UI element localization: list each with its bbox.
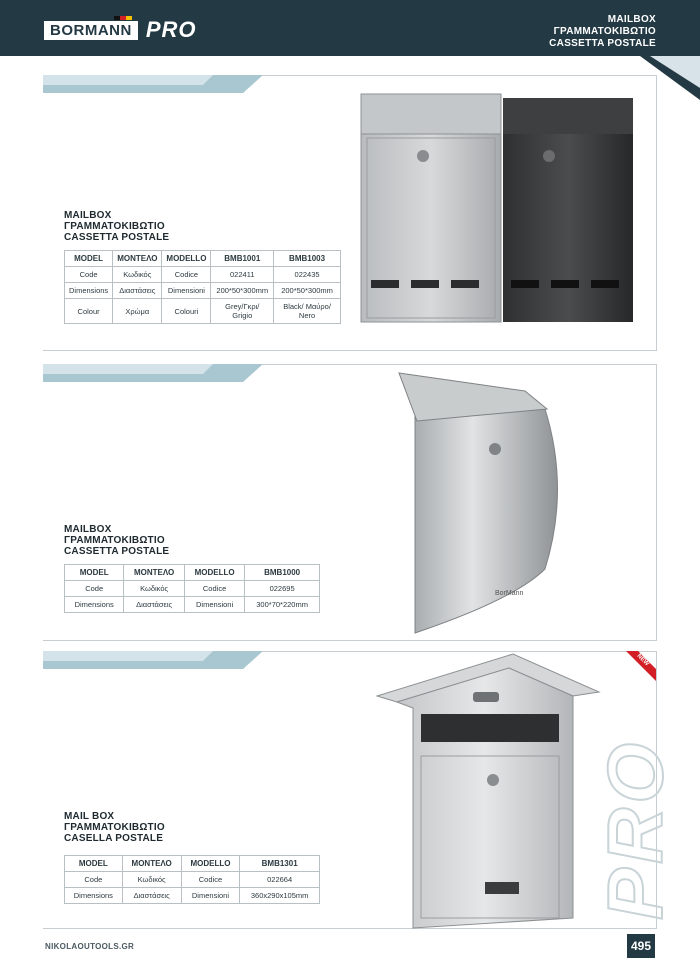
handle-icon — [473, 692, 499, 702]
brand-sub: PRO — [145, 17, 197, 42]
product-title-line: ΓΡΑΜΜΑΤΟΚΙΒΩΤΙΟ — [64, 535, 165, 546]
panel-tab-shape — [43, 75, 263, 93]
new-badge — [626, 651, 656, 681]
table-cell: Black/ Μαύρο/ Nero — [274, 299, 341, 324]
window-slot — [371, 280, 399, 288]
table-row — [65, 581, 320, 597]
table-header: ΜΟΝΤΕΛΟ — [113, 251, 162, 267]
table-cell: Διαστάσεις — [124, 597, 185, 613]
window-slot — [421, 714, 559, 742]
spec-table-3 — [64, 855, 320, 904]
product-title-1 — [64, 210, 169, 243]
table-cell: Colouri — [162, 299, 211, 324]
box-brand-text: BorMann — [495, 590, 524, 597]
table-cell: 300*70*220mm — [245, 597, 320, 613]
table-cell: Dimensioni — [162, 283, 211, 299]
product-title-line: CASELLA POSTALE — [64, 833, 164, 844]
table-header: MODEL — [65, 251, 113, 267]
header-title-line: MAILBOX — [607, 14, 656, 25]
table-header: BMB1003 — [274, 251, 341, 267]
table-row — [65, 597, 320, 613]
product-title-3 — [64, 811, 165, 844]
black-mailbox-lid — [503, 98, 633, 134]
table-header-row — [65, 565, 320, 581]
table-cell: Χρώμα — [113, 299, 162, 324]
product-title-line: MAILBOX — [64, 210, 112, 221]
table-cell: Dimensions — [65, 283, 113, 299]
table-header: BMB1301 — [240, 856, 320, 872]
grey-mailbox-lid — [361, 94, 501, 134]
table-cell: 022411 — [211, 267, 274, 283]
table-header: BMB1001 — [211, 251, 274, 267]
lock-icon — [417, 150, 429, 162]
spec-table-1 — [64, 250, 341, 324]
product-title-line: ΓΡΑΜΜΑΤΟΚΙΒΩΤΙΟ — [64, 822, 165, 833]
name-plate — [485, 882, 519, 894]
footer-url: NIKOLAOUTOOLS.GR — [45, 942, 135, 951]
table-row — [65, 888, 320, 904]
table-cell: Διαστάσεις — [122, 888, 181, 904]
panel-tab-highlight — [43, 651, 213, 661]
window-slot — [591, 280, 619, 288]
table-row — [65, 299, 341, 324]
table-cell: Code — [65, 872, 123, 888]
lock-icon — [487, 774, 499, 786]
table-cell: Code — [65, 581, 124, 597]
table-header: BMB1000 — [245, 565, 320, 581]
table-header-row — [65, 856, 320, 872]
table-header: MODEL — [65, 856, 123, 872]
spec-table-2 — [64, 564, 320, 613]
table-cell: Κωδικός — [122, 872, 181, 888]
side-pro-text: PRO — [591, 738, 679, 920]
lock-icon — [543, 150, 555, 162]
panel-tab-highlight — [43, 75, 213, 85]
product-title-line: ΓΡΑΜΜΑΤΟΚΙΒΩΤΙΟ — [64, 221, 165, 232]
table-cell: 022695 — [245, 581, 320, 597]
new-badge-text: NEW — [635, 653, 650, 668]
product-title-2 — [64, 524, 169, 557]
table-cell: Διαστάσεις — [113, 283, 162, 299]
table-cell: Codice — [181, 872, 240, 888]
table-cell: Grey/Γκρι/ Grigio — [211, 299, 274, 324]
table-cell: 200*50*300mm — [274, 283, 341, 299]
mailbox-image-bmb1301 — [373, 652, 603, 928]
table-row — [65, 283, 341, 299]
table-row — [65, 267, 341, 283]
table-header: MODEL — [65, 565, 124, 581]
table-cell: Code — [65, 267, 113, 283]
window-slot — [551, 280, 579, 288]
table-cell: Κωδικός — [113, 267, 162, 283]
window-slot — [511, 280, 539, 288]
product-title-line: CASSETTA POSTALE — [64, 546, 170, 557]
product-title-line: CASSETTA POSTALE — [64, 232, 170, 243]
panel-tab-highlight — [43, 364, 213, 374]
side-pro-watermark — [591, 380, 680, 920]
table-cell: 022435 — [274, 267, 341, 283]
lock-icon — [489, 443, 501, 455]
table-header: MODELLO — [181, 856, 240, 872]
table-cell: Dimensions — [65, 597, 124, 613]
header-title-line: CASSETTA POSTALE — [549, 38, 656, 49]
brand-name: BORMANN — [50, 21, 132, 39]
table-cell: Dimensioni — [181, 888, 240, 904]
table-header-row — [65, 251, 341, 267]
table-cell: 200*50*300mm — [211, 283, 274, 299]
table-cell: 022664 — [240, 872, 320, 888]
table-header: ΜΟΝΤΕΛΟ — [124, 565, 185, 581]
table-cell: 360x290x105mm — [240, 888, 320, 904]
window-slot — [451, 280, 479, 288]
table-cell: Codice — [162, 267, 211, 283]
table-cell: Colour — [65, 299, 113, 324]
table-cell: Dimensions — [65, 888, 123, 904]
panel-tab-shape — [43, 651, 263, 669]
table-header: MODELLO — [184, 565, 244, 581]
product-title-line: MAIL BOX — [64, 811, 115, 822]
panel-tab-shape — [43, 364, 263, 382]
product-title-line: MAILBOX — [64, 524, 112, 535]
mailbox-image-bmb1000 — [395, 369, 575, 639]
table-cell: Codice — [184, 581, 244, 597]
table-cell: Κωδικός — [124, 581, 185, 597]
window-slot — [411, 280, 439, 288]
page-number: 495 — [627, 934, 655, 958]
table-header: MODELLO — [162, 251, 211, 267]
table-header: ΜΟΝΤΕΛΟ — [122, 856, 181, 872]
header-corner-stripe — [650, 56, 700, 88]
table-cell: Dimensioni — [184, 597, 244, 613]
header-title-line: ΓΡΑΜΜΑΤΟΚΙΒΩΤΙΟ — [553, 26, 656, 37]
mailbox-image-bmb1001-1003 — [353, 94, 653, 334]
table-row — [65, 872, 320, 888]
